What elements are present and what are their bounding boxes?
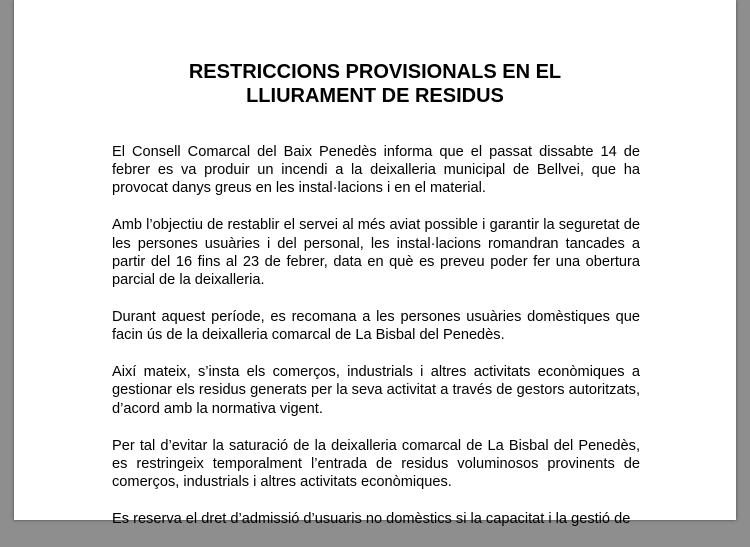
paragraph-1: El Consell Comarcal del Baix Penedès informa que el passat dissabte 14 de febrer es va produir un incendi a la deixalleria municipal de Bellvei, que ha provocat danys greus en les instal·lacions i en el material. <box>112 144 640 197</box>
paragraph-4: Així mateix, s’insta els comerços, industrials i altres activitats econòmiques a gestionar els residus generats per la seva activitat a través de gestors autoritzats, d’acord amb la normativa vigent. <box>112 364 640 417</box>
document-title <box>14 60 736 108</box>
paragraph-2: Amb l’objectiu de restablir el servei al més aviat possible i garantir la seguretat de les persones usuàries i del personal, les instal·lacions romandran tancades a partir del 16 fins al 23 de febrer, data en què es preveu poder fer una obertura parcial de la deixalleria. <box>112 217 640 289</box>
paragraph-3: Durant aquest període, es recomana a les persones usuàries domèstiques que facin ús de la deixalleria comarcal de La Bisbal del Penedès. <box>112 309 640 344</box>
title-line-1: RESTRICCIONS PROVISIONALS EN EL <box>188 61 562 83</box>
paragraph-6: Es reserva el dret d’admissió d’usuaris no domèstics si la capacitat i la gestió de <box>112 511 631 528</box>
title-line-2: LLIURAMENT DE RESIDUS <box>246 85 504 107</box>
paragraph-5: Per tal d’evitar la saturació de la deixalleria comarcal de La Bisbal del Penedès, es restringeix temporalment l’entrada de residus voluminosos provinents de comerços, industrials i altres activitats econòmiques. <box>112 437 640 491</box>
document-body <box>112 143 640 547</box>
document-page <box>14 0 736 528</box>
